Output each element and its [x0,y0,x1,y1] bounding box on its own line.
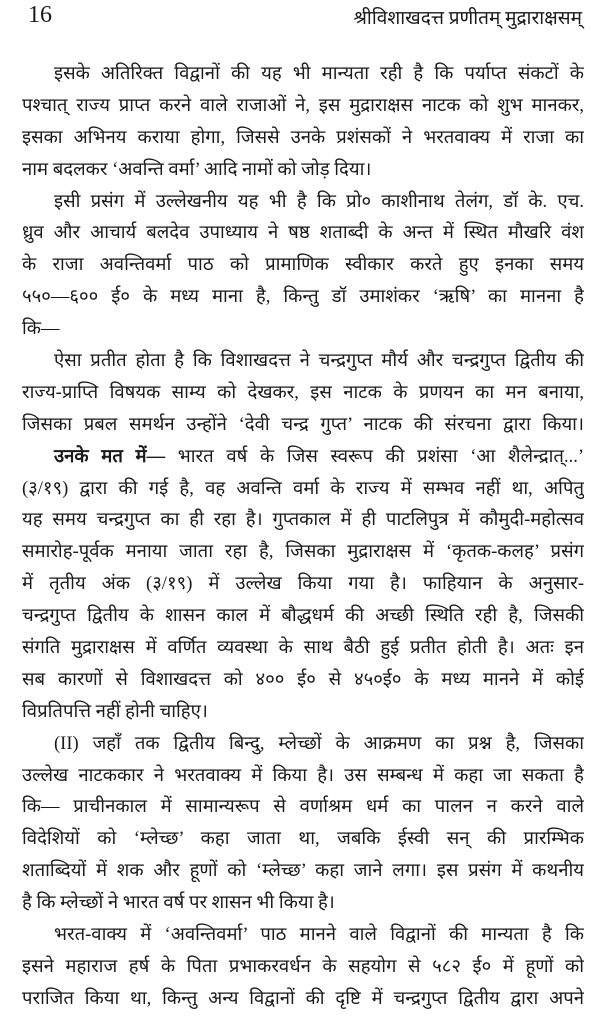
line-text: संगति मुद्राराक्षस में वर्णित व्यवस्था के साथ बैठी हुई प्रतीत होती है। अतः इन [22,638,584,659]
line-text: यह समय चन्द्रगुप्त का ही रहा है। गुप्तकाल में ही पाटलिपुत्र में कौमुदी-महोत्सव [22,510,584,531]
text-line [22,697,584,729]
line-text: इसने महाराज हर्ष के पिता प्रभाकरवर्धन के सहयोग से ५८२ ई० में हूणों को [22,956,584,977]
text-line [22,729,584,761]
line-text: भरत-वाक्य में ‘अवन्तिवर्मा’ पाठ मानने वाले विद्वानों की मान्यता है कि [54,925,584,946]
line-text: विप्रतिपत्ति नहीं होनी चाहिए। [22,701,208,722]
line-text: है कि म्लेच्छों ने भारत वर्ष पर शासन भी किया है। [22,893,335,914]
page-number: 16 [28,2,52,28]
line-text: पश्चात् राज्य प्राप्त करने वाले राजाओं ने, इस मुद्राराक्षस नाटक को शुभ मानकर, [22,95,584,116]
paragraph [22,729,584,920]
text-line [22,442,584,474]
line-text: इसी प्रसंग में उल्लेखनीय यह भी है कि प्रो० काशीनाथ तेलंग, डॉ के. एच. [54,191,584,212]
line-text: नाम बदलकर ‘अवन्ति वर्मा’ आदि नामों को जोड़ दिया। [22,159,372,180]
text-line [22,761,584,793]
line-text: जिसका प्रबल समर्थन उन्होंने ‘देवी चन्द्र गुप्त’ नाटक की संरचना द्वारा किया। [22,414,584,435]
text-line [22,91,584,123]
line-text: कि— प्राचीनकाल में सामान्यरूप से वर्णाश्रम धर्म का पालन न करने वाले [22,797,584,818]
text-line [22,474,584,506]
text-line [22,984,584,1016]
text-line [22,633,584,665]
text-line [22,123,584,155]
text-line [22,824,584,856]
text-line [22,410,584,442]
line-text: शताब्दियों में शक और हूणों को ‘म्लेच्छ’ कहा जाने लगा। इस प्रसंग में कथनीय [22,861,584,882]
line-text: ५५०—६०० ई० के मध्य माना है, किन्तु डॉ उमाशंकर ‘ऋषि’ का मानना है [22,287,584,308]
text-line [22,378,584,410]
text-line [22,952,584,984]
text-line [22,601,584,633]
line-text: (II) जहाँ तक द्वितीय बिन्दु, म्लेच्छों के आक्रमण का प्रश्न है, जिसका [54,733,584,754]
text-line [22,282,584,314]
line-text: चन्द्रगुप्त द्वितीय के शासन काल में बौद्धधर्म की अच्छी स्थिति रही है, जिसकी [22,606,584,627]
body-text [22,59,584,1016]
text-line [22,665,584,697]
text-line [22,59,584,91]
text-line [22,537,584,569]
bold-lead-phrase: उनके मत में— [54,446,166,467]
text-line [22,346,584,378]
text-line [22,218,584,250]
text-line [22,920,584,952]
text-line [22,888,584,920]
text-line [22,569,584,601]
line-text: कि— [22,319,60,340]
paragraph [22,346,584,442]
line-text: भारत वर्ष के जिस स्वरूप की प्रशंसा ‘आ शैलेन्द्रात्...’ [165,446,584,467]
line-text: उल्लेख नाटककार ने भरतवाक्य में किया है। उस सम्बन्ध में कहा जा सकता है [22,765,584,786]
line-text: इसका अभिनय कराया होगा, जिससे उनके प्रशंसकों ने भरतवाक्य में राजा का [22,127,584,148]
text-line [22,505,584,537]
line-text: इसके अतिरिक्त विद्वानों की यह भी मान्यता रही है कि पर्याप्त संकटों के [54,64,584,84]
paragraph [22,187,584,346]
running-title: श्रीविशाखदत्त प्रणीतम् मुद्राराक्षसम् [353,8,582,29]
line-text: के राजा अवन्तिवर्मा पाठ को प्रामाणिक स्वीकार करते हुए इनका समय [22,255,584,276]
text-line [22,314,584,346]
text-line [22,792,584,824]
line-text: सब कारणों से विशाखदत्त को ४०० ई० से ४५०ई० के मध्य मानने में कोई [22,669,584,690]
paragraph [22,59,584,187]
text-line [22,155,584,187]
line-text: समारोह-पूर्वक मनाया जाता रहा है, जिसका मुद्राराक्षस में ‘कृतक-कलह’ प्रसंग [22,542,584,563]
line-text: राज्य-प्राप्ति विषयक साम्य को देखकर, इस नाटक के प्रणयन का मन बनाया, [22,382,584,403]
text-line [22,250,584,282]
text-line [22,187,584,219]
line-text: (३/१९) द्वारा की गई है, वह अवन्ति वर्मा के राज्य में सम्भव नहीं था, अपितु [22,478,584,499]
text-line [22,856,584,888]
line-text: में तृतीय अंक (३/१९) में उल्लेख किया गया है। फाहियान के अनुसार- [22,574,584,595]
paragraph [22,442,584,729]
line-text: पराजित किया था, किन्तु अन्य विद्वानों की दृष्टि में चन्द्रगुप्त द्वितीय द्वारा अपने [22,988,584,1009]
line-text: ध्रुव और आचार्य बलदेव उपाध्याय ने षष्ठ शताब्दी के अन्त में स्थित मौखरि वंश [22,223,584,244]
line-text: विदेशियों को ‘म्लेच्छ’ कहा जाता था, जबकि ईस्वी सन् की प्रारम्भिक [22,829,584,850]
line-text: ऐसा प्रतीत होता है कि विशाखदत्त ने चन्द्रगुप्त मौर्य और चन्द्रगुप्त द्वितीय की [54,351,584,372]
paragraph [22,920,584,1016]
